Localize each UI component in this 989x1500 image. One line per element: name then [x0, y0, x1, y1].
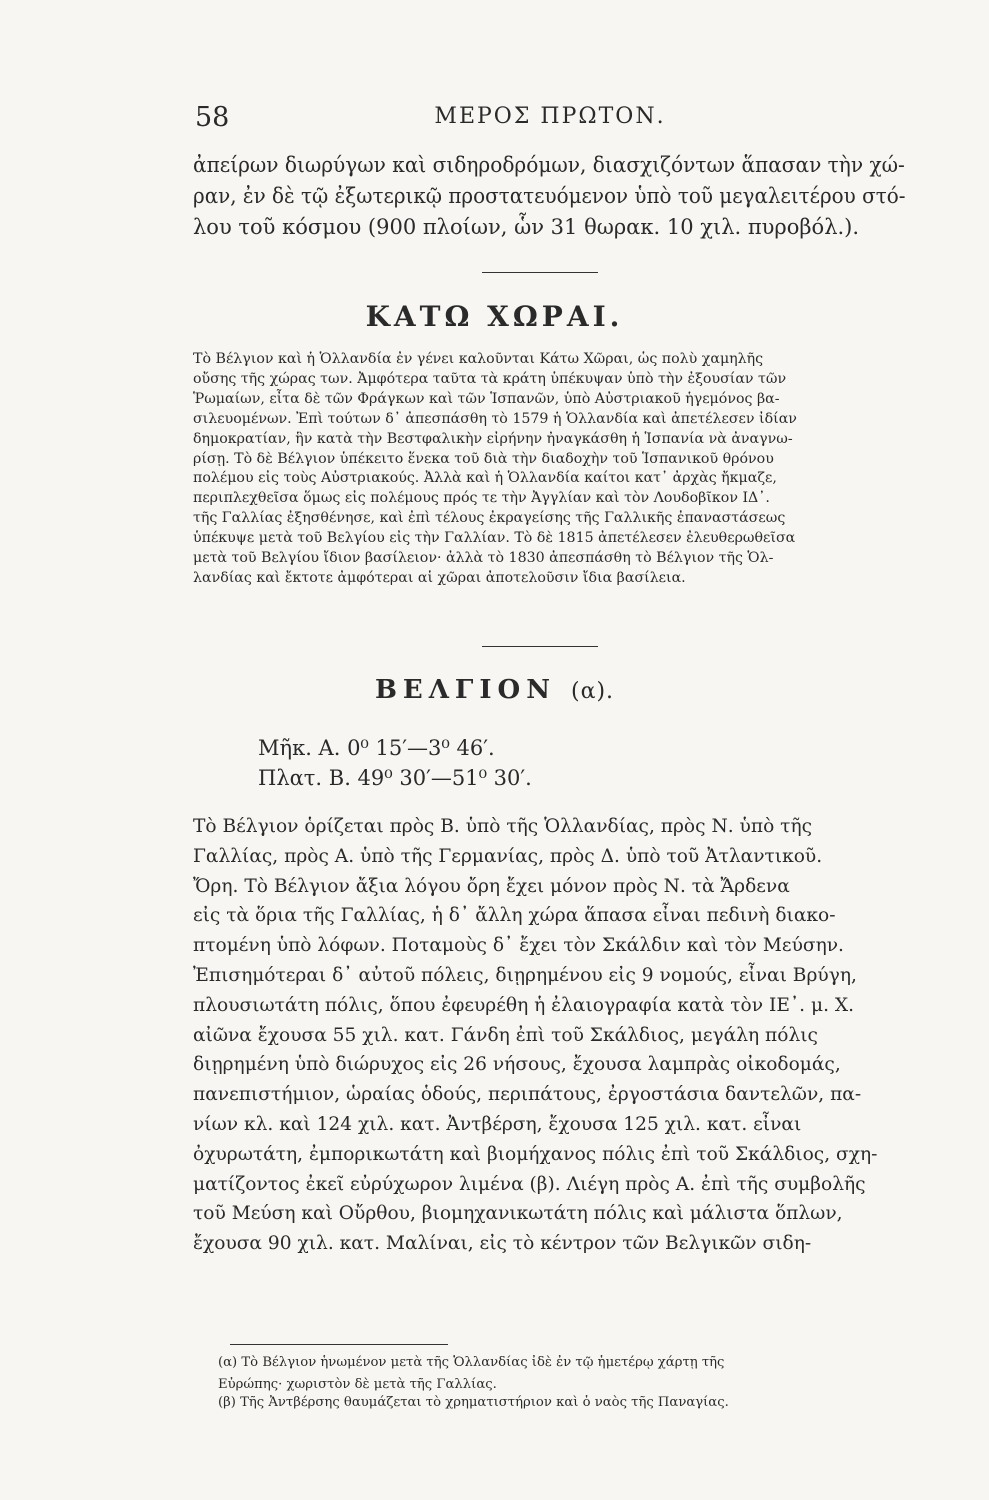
heading-text: ΒΕΛΓΙΟΝ — [374, 675, 556, 705]
text-line: εἰς τὰ ὅρια τῆς Γαλλίας, ἡ δ᾽ ἄλλη χώρα ἅπασα εἶναι πεδινὴ διακο- — [193, 905, 836, 927]
intro-paragraph — [193, 150, 905, 243]
text-line: λου τοῦ κόσμου (900 πλοίων, ὧν 31 θωρακ. 10 χιλ. πυροβόλ.). — [193, 215, 860, 239]
text-line: μετὰ τοῦ Βελγίου ἴδιον βασίλειον· ἀλλὰ τὸ 1830 ἀπεσπάσθη τὸ Βέλγιον τῆς Ὁλ- — [193, 550, 774, 567]
belgio-paragraph — [193, 812, 905, 1259]
text-line: λανδίας καὶ ἔκτοτε ἀμφότεραι αἱ χῶραι ἀποτελοῦσιν ἴδια βασίλεια. — [193, 569, 686, 586]
text-line: ραν, ἐν δὲ τῷ ἐξωτερικῷ προστατευόμενον ὑπὸ τοῦ μεγαλειτέρου στό- — [193, 184, 906, 208]
text-line: δημοκρατίαν, ἣν κατὰ τὴν Βεστφαλικὴν εἰρήνην ἠναγκάσθη ἡ Ἱσπανία νὰ ἀναγνω- — [193, 430, 793, 447]
footnote-line: Εὐρώπης· χωριστὸν δὲ μετὰ τῆς Γαλλίας. — [218, 1377, 497, 1392]
lowlands-paragraph — [193, 350, 905, 589]
text-line: σιλευομένων. Ἐπὶ τούτων δ᾽ ἀπεσπάσθη τὸ 1579 ἡ Ὁλλανδία καὶ ἀπετέλεσεν ἰδίαν — [193, 410, 797, 427]
text-line: ὀχυρωτάτη, ἐμπορικωτάτη καὶ βιομήχανος πόλις ἐπὶ τοῦ Σκάλδιος, σχη- — [193, 1143, 878, 1165]
page-number: 58 — [195, 102, 230, 133]
text-line: διῃρημένη ὑπὸ διώρυχος εἰς 26 νήσους, ἔχουσα λαμπρὰς οἰκοδομάς, — [193, 1054, 841, 1076]
footnote-divider — [230, 1344, 448, 1345]
text-line: τῆς Γαλλίας ἐξησθένησε, καὶ ἐπὶ τέλους ἐκραγείσης τῆς Γαλλικῆς ἐπαναστάσεως — [193, 510, 786, 527]
text-line: περιπλεχθεῖσα ὅμως εἰς πολέμους πρός τε τὴν Ἀγγλίαν καὶ τὸν Λουδοβῖκον ΙΔ᾽. — [193, 490, 770, 507]
text-line: ματίζοντος ἐκεῖ εὐρύχωρον λιμένα (β). Λιέγη πρὸς Α. ἐπὶ τῆς συμβολῆς — [193, 1173, 866, 1195]
text-line: Ῥωμαίων, εἶτα δὲ τῶν Φράγκων καὶ τῶν Ἱσπανῶν, ὑπὸ Αὐστριακοῦ ἡγεμόνος βα- — [193, 390, 780, 407]
text-line: οὔσης τῆς χώρας των. Ἀμφότερα ταῦτα τὰ κράτη ὑπέκυψαν ὑπὸ τὴν ἐξουσίαν τῶν — [193, 370, 787, 387]
text-line: τοῦ Μεύση καὶ Οὔρθου, βιομηχανικωτάτη πόλις καὶ μάλιστα ὅπλων, — [193, 1203, 843, 1225]
section-divider — [482, 272, 598, 273]
section-divider — [482, 646, 598, 647]
text-line: ὑπέκυψε μετὰ τοῦ Βελγίου εἰς τὴν Γαλλίαν. Τὸ δὲ 1815 ἀπετέλεσεν ἐλευθερωθεῖσα — [193, 530, 796, 547]
text-line: ἀπείρων διωρύγων καὶ σιδηροδρόμων, διασχιζόντων ἅπασαν τὴν χώ- — [193, 153, 905, 177]
text-line: πανεπιστήμιον, ὡραίας ὁδούς, περιπάτους, ἐργοστάσια δαντελῶν, πα- — [193, 1084, 862, 1106]
text-line: αἰῶνα ἔχουσα 55 χιλ. κατ. Γάνδη ἐπὶ τοῦ Σκάλδιος, μεγάλη πόλις — [193, 1024, 818, 1046]
text-line: Ὄρη. Τὸ Βέλγιον ἄξια λόγου ὄρη ἔχει μόνον πρὸς Ν. τὰ Ἄρδενα — [193, 875, 790, 897]
text-line: Τὸ Βέλγιον ὁρίζεται πρὸς Β. ὑπὸ τῆς Ὁλλανδίας, πρὸς Ν. ὑπὸ τῆς — [193, 816, 813, 837]
text-line: πλουσιωτάτη πόλις, ὅπου ἐφευρέθη ἡ ἐλαιογραφία κατὰ τὸν ΙΕ᾽. μ. Χ. — [193, 994, 855, 1016]
page-header — [195, 102, 905, 136]
footnote-b — [218, 1392, 908, 1414]
text-line: νίων κλ. καὶ 124 χιλ. κατ. Ἀντβέρση, ἔχουσα 125 χιλ. κατ. εἶναι — [193, 1113, 802, 1135]
section-heading-belgio — [0, 675, 989, 705]
text-line: ρίσῃ. Τὸ δὲ Βέλγιον ὑπέκειτο ἕνεκα τοῦ διὰ τὴν διαδοχὴν τοῦ Ἱσπανικοῦ θρόνου — [193, 450, 774, 467]
text-line: Ἐπισημότεραι δ᾽ αὐτοῦ πόλεις, διῃρημένου εἰς 9 νομούς, εἶναι Βρύγη, — [193, 964, 857, 986]
running-head: ΜΕΡΟΣ ΠΡΩΤΟΝ. — [434, 104, 666, 129]
text-line: ἔχουσα 90 χιλ. κατ. Μαλίναι, εἰς τὸ κέντρον τῶν Βελγικῶν σιδη- — [193, 1233, 812, 1255]
text-line: πολέμου εἰς τοὺς Αὐστριακούς. Ἀλλὰ καὶ ἡ Ὁλλανδία καίτοι κατ᾽ ἀρχὰς ἤκμαζε, — [193, 470, 777, 487]
text-line: Γαλλίας, πρὸς Α. ὑπὸ τῆς Γερμανίας, πρὸς Δ. ὑπὸ τοῦ Ἀτλαντικοῦ. — [193, 845, 823, 867]
footnote-line: (α) Τὸ Βέλγιον ἡνωμένον μετὰ τῆς Ὁλλανδίας ἰδὲ ἐν τῷ ἡμετέρῳ χάρτῃ τῆς — [218, 1355, 725, 1370]
footnote-reference: (α). — [571, 679, 615, 704]
latitude-line: Πλατ. Β. 49⁰ 30′—51⁰ 30′. — [258, 766, 532, 790]
footnote-line: (β) Τῆς Ἀντβέρσης θαυμάζεται τὸ χρηματιστήριον καὶ ὁ ναὸς τῆς Παναγίας. — [218, 1395, 729, 1410]
text-line: πτομένη ὑπὸ λόφων. Ποταμοὺς δ᾽ ἔχει τὸν Σκάλδιν καὶ τὸν Μεύσην. — [193, 935, 844, 957]
text-line: Τὸ Βέλγιον καὶ ἡ Ὁλλανδία ἐν γένει καλοῦνται Κάτω Χῶραι, ὡς πολὺ χαμηλῆς — [193, 351, 764, 367]
footnote-a — [218, 1352, 908, 1396]
longitude-line: Μῆκ. Α. 0⁰ 15′—3⁰ 46′. — [258, 736, 495, 760]
section-heading-kato-chorai: ΚΑΤΩ ΧΩΡΑΙ. — [365, 300, 624, 333]
